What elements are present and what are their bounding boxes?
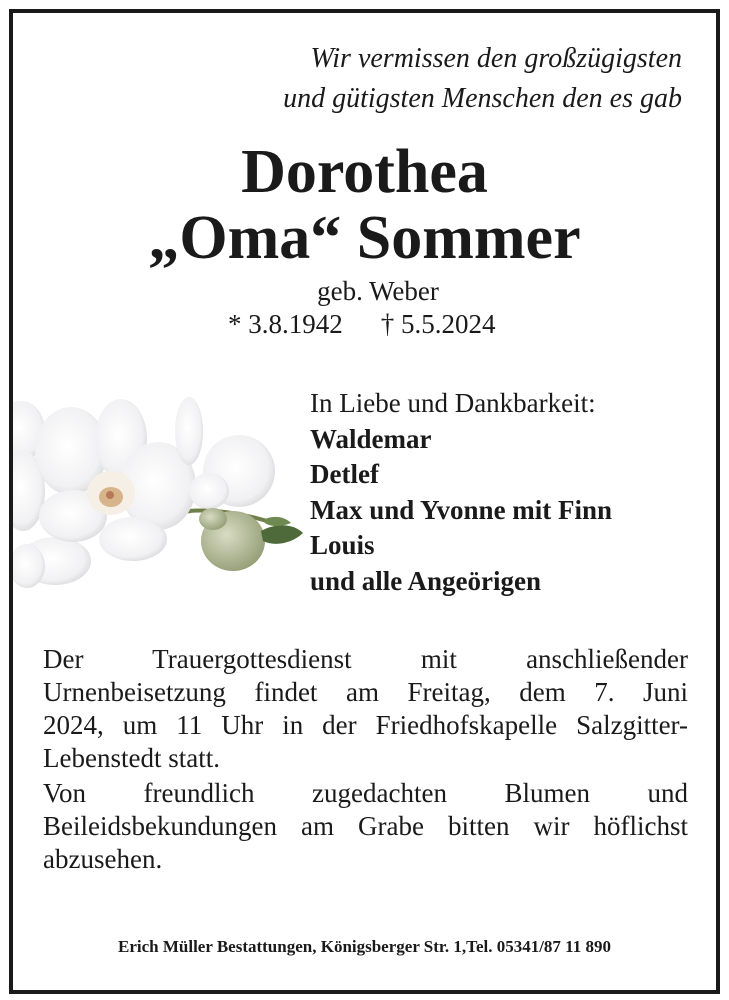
mourner-name: Louis — [310, 530, 375, 560]
mourner-name: Waldemar — [310, 423, 432, 454]
birth-date: * 3.8.1942 — [228, 309, 343, 339]
service-line: Der Trauergottesdienst mit anschließender — [43, 644, 688, 674]
motto-line-1: Wir vermissen den großzügigsten — [310, 43, 682, 74]
deceased-nickname-surname: „Oma“ Sommer — [148, 204, 581, 272]
funeral-home-footer: Erich Müller Bestattungen, Königsberger Str. 1,Tel. 05341/87 11 890 — [117, 937, 611, 956]
mourners — [310, 386, 612, 599]
death-date: † 5.5.2024 — [380, 309, 496, 339]
flowers-line: Von freundlich zugedachten Blumen und — [43, 778, 688, 808]
flowers-line: abzusehen. — [43, 844, 163, 874]
service-line: Lebenstedt statt. — [43, 743, 220, 773]
motto-line-2: und gütigsten Menschen den es gab — [283, 83, 682, 114]
obituary-card — [9, 9, 720, 994]
service-line: Urnenbeisetzung findet am Freitag, dem 7. Juni — [43, 677, 688, 707]
service-paragraph — [43, 643, 688, 775]
mourners-intro: In Liebe und Dankbarkeit: — [310, 388, 596, 418]
service-line: 2024, um 11 Uhr in der Friedhofskapelle Salzgitter- — [43, 710, 688, 740]
flowers-line: Beileidsbekundungen am Grabe bitten wir höflichst — [43, 811, 688, 841]
mourner-name: Detlef — [310, 459, 379, 489]
mourner-name: und alle Angeörigen — [310, 565, 542, 596]
white-orchid-icon — [13, 391, 305, 591]
birth-name: geb. Weber — [317, 276, 439, 306]
motto — [283, 39, 682, 119]
life-dates — [228, 307, 496, 341]
deceased-first-name: Dorothea — [241, 138, 488, 206]
flowers-paragraph — [43, 777, 688, 876]
mourner-name: Max und Yvonne mit Finn — [310, 494, 613, 525]
